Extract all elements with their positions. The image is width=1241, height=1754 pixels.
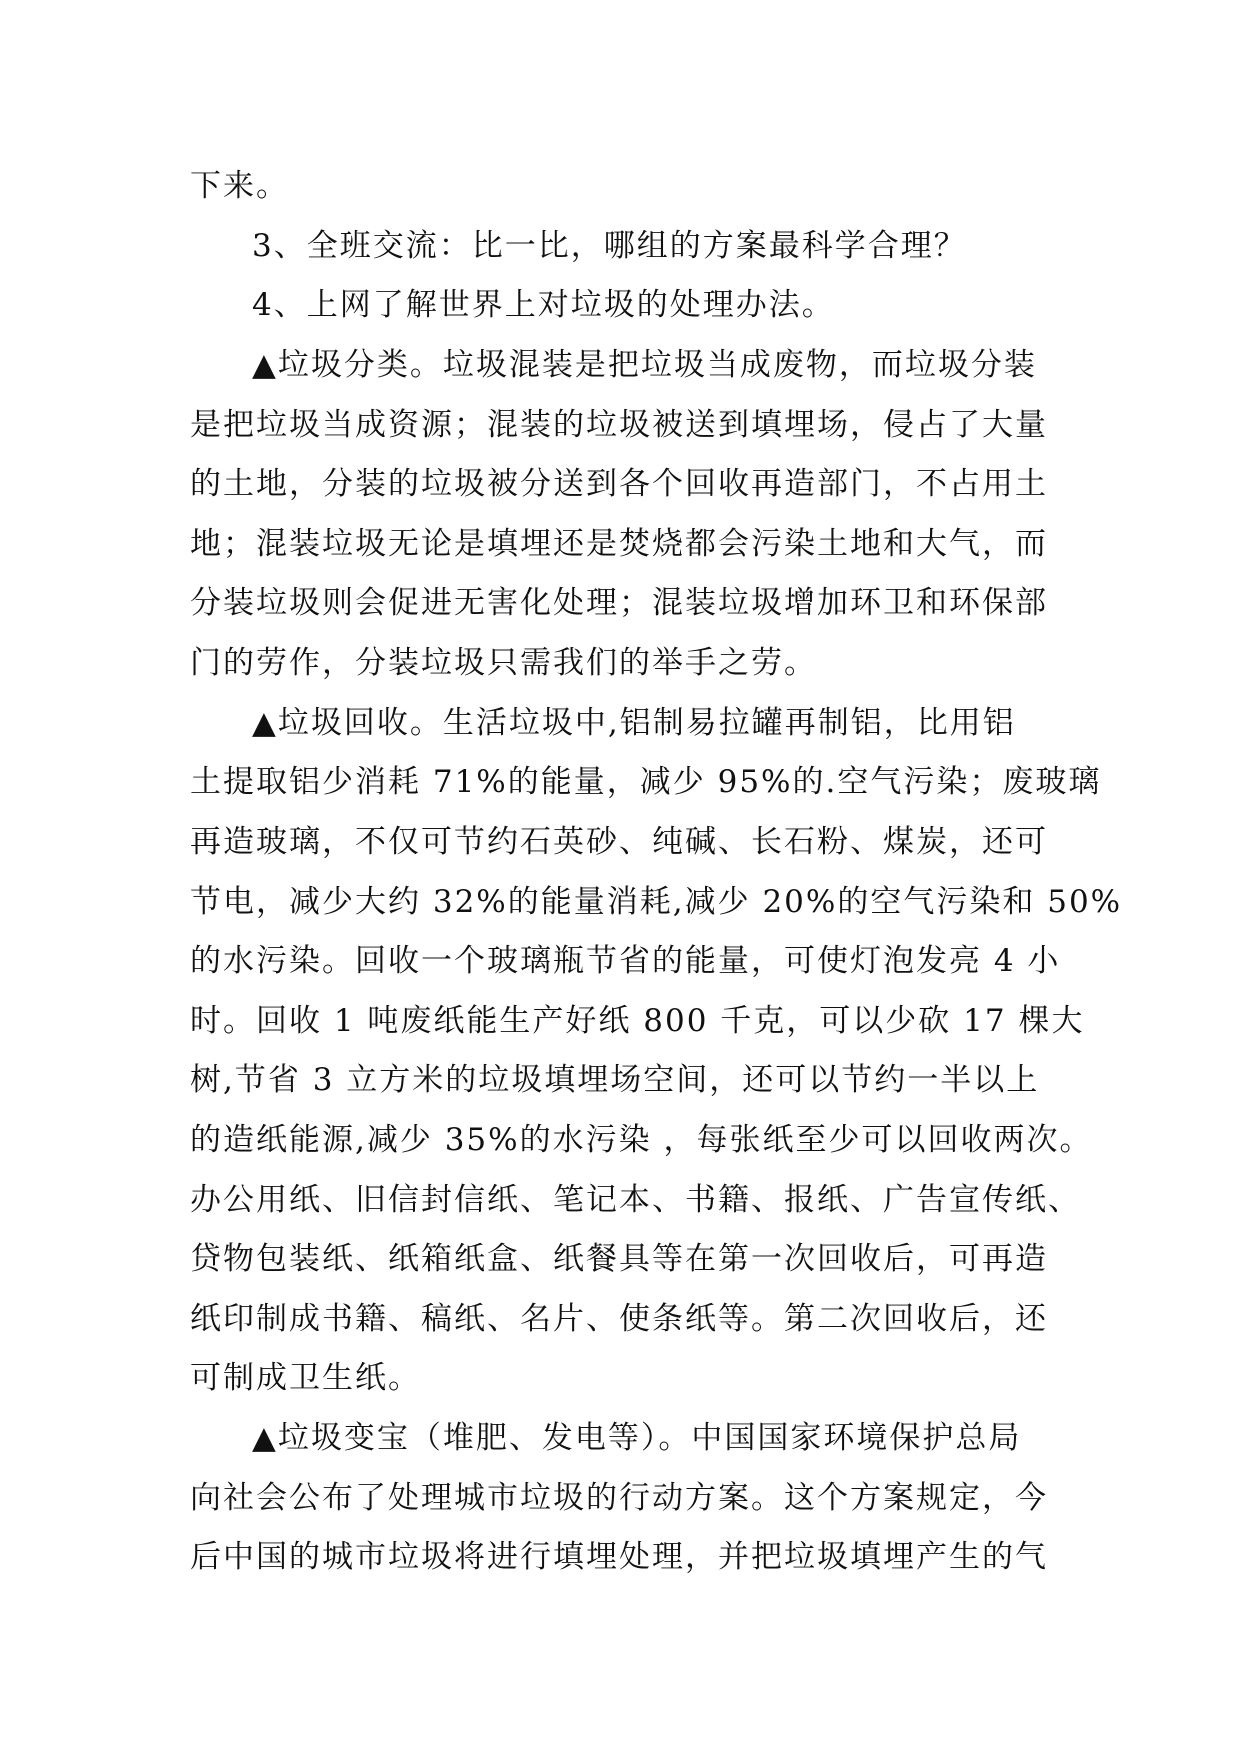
text-line: 节电，减少大约 32%的能量消耗,减少 20%的空气污染和 50% xyxy=(190,884,1123,920)
text-line: 是把垃圾当成资源；混装的垃圾被送到填埋场，侵占了大量 xyxy=(190,407,1048,443)
text-line: 办公用纸、旧信封信纸、笔记本、书籍、报纸、广告宣传纸、 xyxy=(190,1182,1081,1218)
text-line: 4、上网了解世界上对垃圾的处理办法。 xyxy=(252,287,835,323)
text-line: 门的劳作，分装垃圾只需我们的举手之劳。 xyxy=(190,645,817,681)
text-line: 向社会公布了处理城市垃圾的行动方案。这个方案规定，今 xyxy=(190,1480,1048,1516)
text-line: 3、全班交流：比一比，哪组的方案最科学合理？ xyxy=(252,228,967,264)
text-line: 后中国的城市垃圾将进行填埋处理，并把垃圾填埋产生的气 xyxy=(190,1539,1048,1575)
text-line: 纸印制成书籍、稿纸、名片、使条纸等。第二次回收后，还 xyxy=(190,1301,1048,1337)
text-line: 下来。 xyxy=(190,168,289,204)
text-line: 贷物包装纸、纸箱纸盒、纸餐具等在第一次回收后，可再造 xyxy=(190,1241,1048,1277)
text-line: 地；混装垃圾无论是填埋还是焚烧都会污染土地和大气，而 xyxy=(190,526,1048,562)
text-line: 树,节省 3 立方米的垃圾填埋场空间，还可以节约一半以上 xyxy=(190,1062,1040,1098)
text-line: 可制成卫生纸。 xyxy=(190,1360,421,1396)
text-line: 土提取铝少消耗 71%的能量，减少 95%的.空气污染；废玻璃 xyxy=(190,764,1102,800)
text-line: 分装垃圾则会促进无害化处理；混装垃圾增加环卫和环保部 xyxy=(190,585,1048,621)
text-line: 的水污染。回收一个玻璃瓶节省的能量，可使灯泡发亮 4 小 xyxy=(190,943,1061,979)
text-line: 的土地，分装的垃圾被分送到各个回收再造部门，不占用土 xyxy=(190,466,1048,502)
text-line: ▲垃圾回收。生活垃圾中,铝制易拉罐再制铝，比用铝 xyxy=(252,705,1016,741)
text-line: ▲垃圾分类。垃圾混装是把垃圾当成废物，而垃圾分装 xyxy=(252,347,1037,383)
text-line: 时。回收 1 吨废纸能生产好纸 800 千克，可以少砍 17 棵大 xyxy=(190,1003,1085,1039)
text-line: 的造纸能源,减少 35%的水污染 ，每张纸至少可以回收两次。 xyxy=(190,1122,1093,1158)
text-line: 再造玻璃，不仅可节约石英砂、纯碱、长石粉、煤炭，还可 xyxy=(190,824,1048,860)
text-line: ▲垃圾变宝（堆肥、发电等）。中国国家环境保护总局 xyxy=(252,1420,1022,1456)
